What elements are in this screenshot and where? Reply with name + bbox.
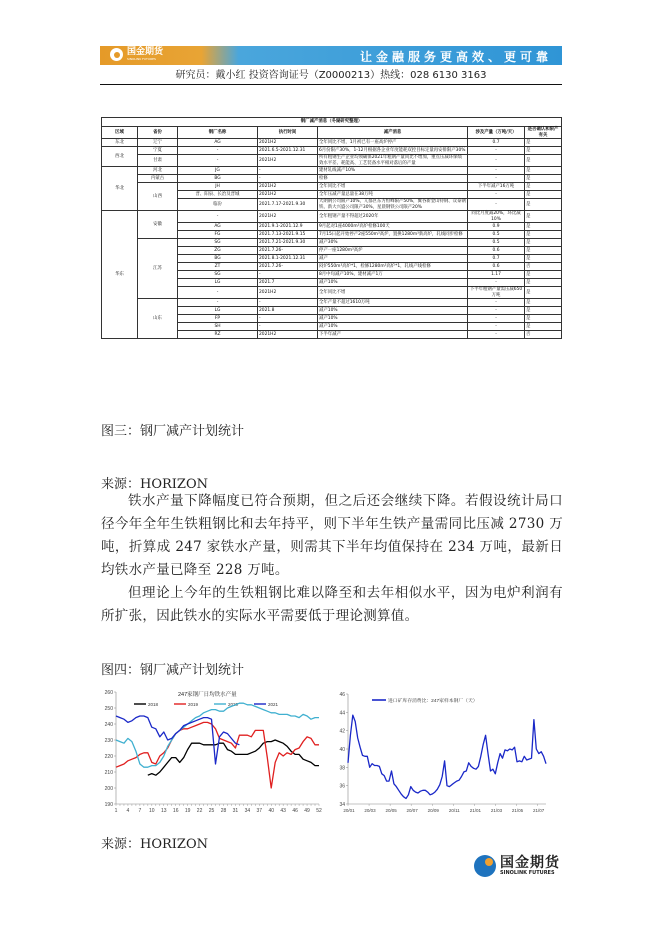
- table-row: [102, 139, 562, 147]
- cell-confirmed: 是: [525, 167, 562, 175]
- paragraph-2: 但理论上今年的生铁粗钢比难以降至和去年相似水平，因为电炉利润有所扩张，因此铁水的实际水平需要低于理论测算值。: [101, 585, 563, 624]
- table-row: [102, 239, 562, 247]
- cell-output: -: [468, 331, 525, 339]
- cell-info: 全年同比不增，1月初已有一座高炉停产: [318, 139, 468, 147]
- cell-info: 8月中旬减产10%，建材减产1万: [318, 271, 468, 279]
- footer-brand-en: SINOLINK FUTURES: [500, 870, 555, 876]
- cell-confirmed: 是: [525, 191, 562, 199]
- cell-region: 东北: [102, 139, 138, 147]
- cell-mill: -: [178, 147, 258, 155]
- cell-mill: -: [178, 287, 258, 299]
- footer-brand-cn: 国金期货: [500, 855, 560, 871]
- cell-mill: ZT: [178, 263, 258, 271]
- cell-mill: AG: [178, 139, 258, 147]
- cell-time: 2021.7.26-: [258, 263, 318, 271]
- x-tick-label: 25: [208, 808, 215, 814]
- table-row: [102, 155, 562, 167]
- series-line-247: [348, 715, 546, 798]
- steel-mill-cut-table: [101, 117, 562, 339]
- cell-output: 0.7: [468, 139, 525, 147]
- cell-confirmed: 是: [525, 155, 562, 167]
- x-tick-label: 7: [138, 808, 142, 814]
- x-tick-label: 37: [256, 808, 263, 814]
- x-tick-label: 31: [232, 808, 239, 814]
- paragraph-1: 铁水产量下降幅度已符合预期，但之后还会继续下降。若假设统计局口径今年全年生铁粗钢比和去年持平，则下半年生铁产量需同比压减 2730 万吨，折算成 247 家铁水产量，则需其下半年均值保持在 234 万吨，最新日均铁水产量已降至 228 万吨。: [101, 493, 563, 578]
- cell-province: 山西: [138, 183, 178, 211]
- y-tick-label: 42: [339, 728, 345, 735]
- cell-info: 减产: [318, 255, 468, 263]
- y-tick-label: 34: [339, 802, 345, 808]
- y-tick-label: 44: [339, 710, 345, 717]
- cell-confirmed: 是: [525, 183, 562, 191]
- cell-mill: ZG: [178, 247, 258, 255]
- cell-mill: -: [178, 211, 258, 223]
- cell-output: -: [468, 191, 525, 199]
- x-tick-label: 13: [160, 808, 167, 814]
- x-tick-label: 19: [184, 808, 191, 814]
- cell-province: 甘肃: [138, 155, 178, 167]
- x-tick-label: 10: [149, 808, 155, 814]
- x-tick-label: 52: [316, 808, 322, 814]
- legend-label: 进口矿库存消费比：247家样本钢厂（天）: [388, 698, 478, 704]
- cell-confirmed: 是: [525, 307, 562, 315]
- cell-info: 建材轧线减产10%: [318, 167, 468, 175]
- x-tick-label: 46: [292, 808, 298, 814]
- table-row: [102, 299, 562, 307]
- x-tick-label: 4: [126, 808, 130, 814]
- header-banner: [100, 46, 562, 65]
- x-tick-label: 20/11: [448, 808, 460, 813]
- legend-label: 2019: [188, 701, 199, 707]
- chart1-svg: [100, 688, 325, 816]
- x-tick-label: 1: [114, 808, 118, 814]
- cell-output: 0.9: [468, 223, 525, 231]
- chart2-svg: [336, 688, 552, 816]
- figure3-caption: 图三：钢厂减产计划统计: [101, 424, 245, 439]
- x-tick-label: 20/03: [364, 808, 376, 813]
- x-tick-label: 21/07: [532, 808, 545, 813]
- chart-title: 247家钢厂日均铁水产量: [178, 692, 237, 698]
- x-tick-label: 34: [244, 808, 251, 814]
- x-tick-label: 43: [280, 808, 286, 814]
- cell-province: 内蒙古: [138, 175, 178, 183]
- x-tick-label: 40: [268, 808, 275, 814]
- y-tick-label: 220: [104, 754, 113, 760]
- cell-mill: -: [178, 155, 258, 167]
- cell-time: 2021H2: [258, 331, 318, 339]
- cell-province: 安徽: [138, 211, 178, 239]
- cell-time: 2021.7: [258, 279, 318, 287]
- cell-time: 2021H2: [258, 287, 318, 299]
- cell-confirmed: 是: [525, 211, 562, 223]
- column-header: 涉及产量（万吨/天）: [468, 127, 525, 139]
- cell-output: -: [468, 299, 525, 307]
- cell-province: 山东: [138, 299, 178, 339]
- table-row: [102, 167, 562, 175]
- cell-output: -: [468, 155, 525, 167]
- x-tick-label: 21/01: [469, 808, 482, 813]
- y-tick-label: 250: [104, 706, 113, 712]
- x-tick-label: 16: [172, 808, 179, 814]
- cell-output: 0.5: [468, 239, 525, 247]
- table-row: [102, 183, 562, 191]
- y-tick-label: 40: [339, 747, 345, 753]
- cell-info: 全年粗钢产量不得超过2020年: [318, 211, 468, 223]
- y-tick-label: 190: [104, 802, 113, 808]
- cell-mill: BG: [178, 255, 258, 263]
- cell-mill: RZ: [178, 331, 258, 339]
- cell-confirmed: 是: [525, 287, 562, 299]
- cell-mill: LG: [178, 307, 258, 315]
- legend-label: 2020: [228, 701, 239, 707]
- cell-info: 减产10%: [318, 315, 468, 323]
- table-row: [102, 147, 562, 155]
- cell-output: 下半年减产16万吨: [468, 183, 525, 191]
- cell-output: -: [468, 147, 525, 155]
- cell-info: 检修: [318, 175, 468, 183]
- cell-province: 辽宁: [138, 139, 178, 147]
- x-tick-label: 28: [220, 808, 227, 814]
- cell-confirmed: 是: [525, 239, 562, 247]
- cell-confirmed: 是: [525, 271, 562, 279]
- cell-confirmed: 是: [525, 255, 562, 263]
- x-tick-label: 20/09: [427, 808, 439, 813]
- x-tick-label: 20/07: [406, 808, 418, 813]
- column-header: 减产消息: [318, 127, 468, 139]
- y-tick-label: 200: [104, 786, 113, 792]
- cell-mill: LG: [178, 279, 258, 287]
- cell-time: -: [258, 323, 318, 331]
- y-tick-label: 46: [339, 692, 345, 698]
- source-label-2: 来源：HORIZON: [101, 837, 208, 852]
- cell-mill: 临汾: [178, 199, 258, 211]
- cell-time: -: [258, 175, 318, 183]
- cell-time: 2021H2: [258, 183, 318, 191]
- chart-ore-stock-ratio: [336, 688, 552, 816]
- cell-output: -: [468, 167, 525, 175]
- cell-output: -: [468, 279, 525, 287]
- cell-output: -: [468, 323, 525, 331]
- x-tick-label: 21/05: [511, 808, 524, 813]
- cell-mill: SH: [178, 323, 258, 331]
- cell-time: 2021.7.26-: [258, 247, 318, 255]
- series-line-2019: [116, 722, 319, 788]
- column-header: 是否确认和限产有关: [525, 127, 562, 139]
- cell-time: 2021H2: [258, 139, 318, 147]
- cell-time: 2021H2: [258, 155, 318, 167]
- cell-time: 2021.8: [258, 307, 318, 315]
- cell-info: 下半年减产: [318, 331, 468, 339]
- cell-province: 河北: [138, 167, 178, 175]
- brand-name-en: SINOLINK FUTURES: [127, 57, 156, 61]
- cell-time: 2021H2: [258, 191, 318, 199]
- source-label-1: 来源：HORIZON: [101, 477, 208, 492]
- cell-info: 减产30%: [318, 239, 468, 247]
- cell-mill: SG: [178, 271, 258, 279]
- cell-mill: 晋、阳泉、长治及晋城: [178, 191, 258, 199]
- cell-province: 宁夏: [138, 147, 178, 155]
- cell-info: 减产10%: [318, 307, 468, 315]
- cell-mill: FG: [178, 231, 258, 239]
- x-tick-label: 20/01: [343, 808, 355, 813]
- cell-confirmed: 是: [525, 199, 562, 211]
- y-tick-label: 38: [339, 765, 345, 772]
- cell-time: -: [258, 315, 318, 323]
- x-tick-label: 22: [196, 808, 203, 814]
- cell-info: 全年同比不增: [318, 287, 468, 299]
- cell-time: 2021.7.17-2021.9.30: [258, 199, 318, 211]
- cell-info: 9月起对1座4000m³高炉检修100天: [318, 223, 468, 231]
- column-header: 省份: [138, 127, 178, 139]
- y-tick-label: 230: [104, 738, 113, 744]
- cell-confirmed: 是: [525, 147, 562, 155]
- cell-time: -: [258, 299, 318, 307]
- x-tick-label: 21/03: [490, 808, 503, 813]
- cell-confirmed: 是: [525, 139, 562, 147]
- cell-info: 全年产量不超过1610万吨: [318, 299, 468, 307]
- cell-info: 7月15日起开始停产2座550m³高炉，置换1280m³新高炉，轧线同步检修: [318, 231, 468, 239]
- cell-confirmed: 是: [525, 223, 562, 231]
- body-text: [101, 490, 563, 628]
- cell-output: 0.5: [468, 231, 525, 239]
- cell-confirmed: 是: [525, 247, 562, 255]
- cell-time: 2021.9.1-2021.12.9: [258, 223, 318, 231]
- series-line-2021: [116, 716, 239, 764]
- header-divider: [100, 84, 562, 85]
- cell-mill: FP: [178, 315, 258, 323]
- cell-output: 0.6: [468, 263, 525, 271]
- legend-label: 2021: [268, 701, 279, 707]
- cell-output: 0.7: [468, 255, 525, 263]
- cell-time: 2021H2: [258, 211, 318, 223]
- cell-mill: JH: [178, 183, 258, 191]
- x-tick-label: 49: [304, 808, 310, 814]
- analyst-contact: 研究员：戴小红 投资咨询证号（Z0000213）热线：028 6130 3163: [175, 70, 487, 81]
- cell-province: 江苏: [138, 239, 178, 299]
- table-row: [102, 211, 562, 223]
- table-row: [102, 175, 562, 183]
- sinolink-footer-logo-icon: [474, 855, 496, 877]
- footer-logo: [474, 855, 560, 877]
- cell-mill: SG: [178, 239, 258, 247]
- cell-output: 同比月度减20%，环比减10%: [468, 211, 525, 223]
- cell-output: 0.6: [468, 247, 525, 255]
- x-tick-label: 20/05: [385, 808, 397, 813]
- chart-hot-metal-output: [100, 688, 325, 816]
- cell-info: 减产10%: [318, 279, 468, 287]
- cell-output: -: [468, 175, 525, 183]
- cell-info: 大朗钢公司限产10%，亢都区东方恒峰限产50%，翼谷新金山特钢、众泰钢铁、新大兴盛公司限产30%，星晨钢铁公司限产20%: [319, 199, 466, 210]
- y-tick-label: 260: [104, 690, 113, 696]
- cell-region: 西北: [102, 147, 138, 167]
- cell-region: 华北: [102, 167, 138, 211]
- sinolink-logo-icon: [110, 48, 123, 61]
- cell-output: -: [468, 307, 525, 315]
- cell-confirmed: 是: [525, 323, 562, 331]
- cell-output: -: [468, 199, 525, 211]
- cell-time: 2021.6.5-2021.12.31: [258, 147, 318, 155]
- figure4-caption: 图四：钢厂减产计划统计: [101, 663, 245, 678]
- cell-info: 全年同比不增: [318, 183, 468, 191]
- slogan: 让金融服务更高效、更可靠: [359, 50, 552, 64]
- cell-info: 闷炉550m³高炉*1，检修1280m³高炉*1，轧线产线检修: [318, 263, 468, 271]
- cell-output: 1.17: [468, 271, 525, 279]
- cell-time: 2021.8.1-2021.12.31: [258, 255, 318, 263]
- cell-confirmed: 是: [525, 279, 562, 287]
- cell-confirmed: 否: [525, 331, 562, 339]
- cell-info: 所有粗钢生产企业均须确保2021年粗钢产量同比不增加，重点压减环保绩效水平差、耗能高、工艺装备水平相对落后的产量: [318, 155, 468, 167]
- cell-region: 华东: [102, 211, 138, 339]
- cell-output: 下半年粗钢产量需压减650万吨: [468, 287, 525, 299]
- cell-mill: AG: [178, 223, 258, 231]
- cell-time: 2021.7.21-2021.9.30: [258, 239, 318, 247]
- table-title: 钢厂减产消息（冬湖研究整理）: [102, 118, 562, 127]
- column-header: 执行时间: [258, 127, 318, 139]
- column-header: 区域: [102, 127, 138, 139]
- cell-mill: -: [178, 299, 258, 307]
- cell-confirmed: 是: [525, 315, 562, 323]
- legend-label: 2018: [148, 701, 159, 707]
- cell-confirmed: 是: [525, 299, 562, 307]
- cell-output: -: [468, 315, 525, 323]
- cell-confirmed: 否: [525, 263, 562, 271]
- cell-mill: JG: [178, 167, 258, 175]
- cell-time: -: [258, 167, 318, 175]
- brand-logo: [110, 48, 163, 61]
- y-tick-label: 240: [104, 722, 113, 728]
- cell-info: 减产10%: [318, 323, 468, 331]
- cell-time: -: [258, 271, 318, 279]
- brand-name-cn: 国金期货: [127, 47, 164, 57]
- cell-info: 全年压减产量总量在38万吨: [318, 191, 468, 199]
- cell-confirmed: 是: [525, 175, 562, 183]
- cell-mill: BG: [178, 175, 258, 183]
- y-tick-label: 36: [339, 783, 345, 790]
- cell-time: 2021.7.13-2021.9.15: [258, 231, 318, 239]
- cell-info: 6月份限产30%，1-12月根据各企业年度能耗双控目标定量再安排限产30%: [318, 147, 468, 155]
- y-tick-label: 210: [104, 770, 113, 776]
- cell-info: 停产一座1280m³高炉: [318, 247, 468, 255]
- cell-confirmed: 是: [525, 231, 562, 239]
- column-header: 钢厂名称: [178, 127, 258, 139]
